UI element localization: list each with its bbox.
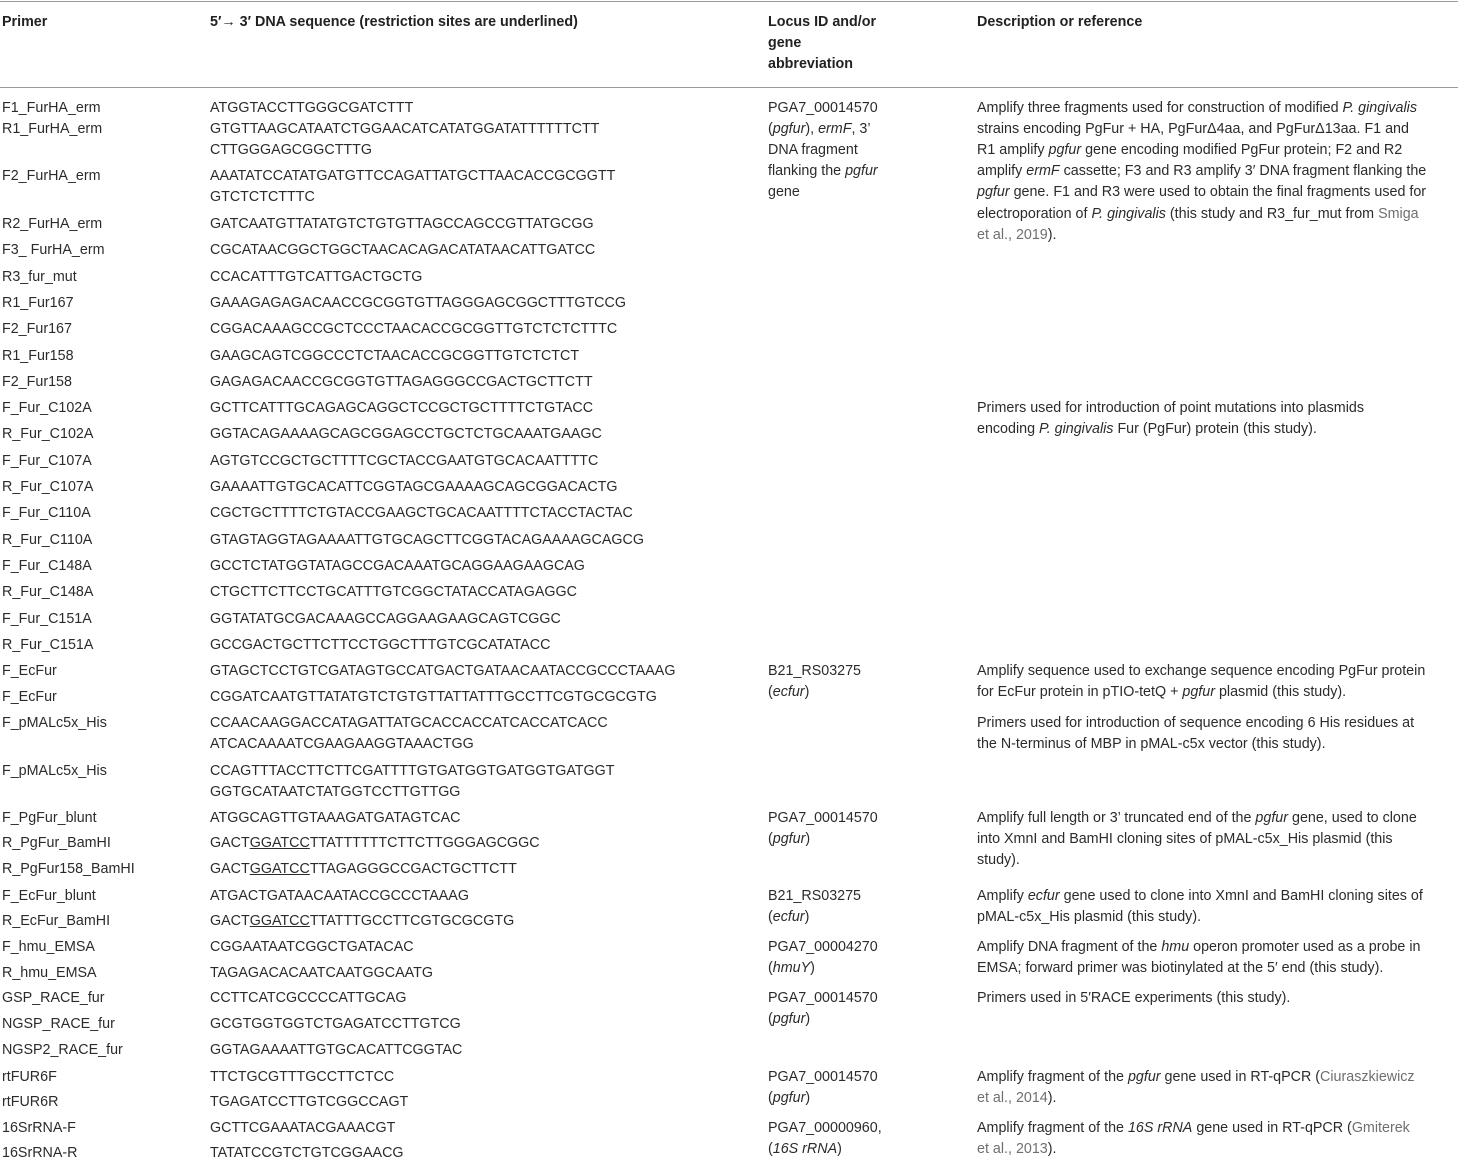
dna-sequence: TAGAGACACAATCAATGGCAATG xyxy=(210,965,433,981)
primer-name: R_PgFur158_BamHI xyxy=(2,861,135,877)
description-line xyxy=(977,204,1419,225)
description-line xyxy=(977,886,1423,907)
text: gene. F1 and R3 were used to obtain the final fragments used for xyxy=(1009,184,1427,200)
primer-name: GSP_RACE_fur xyxy=(2,990,105,1006)
species-name: P. gingivalis xyxy=(1091,206,1166,222)
table-top-rule xyxy=(0,1,1458,2)
description-line: Primers used in 5′RACE experiments (this study). xyxy=(977,990,1291,1006)
primer-name: F_pMALc5x_His xyxy=(2,763,107,779)
text: encoding xyxy=(977,421,1040,437)
text: for EcFur protein in pTIO-tetQ + xyxy=(977,684,1183,700)
text: Amplify three fragments used for construction of modified xyxy=(977,100,1343,116)
locus-note: DNA fragment xyxy=(768,142,858,158)
gene-name: pgfur xyxy=(772,1090,806,1106)
primer-name: R_PgFur_BamHI xyxy=(2,835,111,851)
text: R1 amplify xyxy=(977,142,1049,158)
locus-gene xyxy=(768,1009,810,1030)
locus-note xyxy=(768,161,878,182)
dna-sequence: GCTTCATTTGCAGAGCAGGCTCCGCTGCTTTTCTGTACC xyxy=(210,400,594,416)
gene-name: pgfur xyxy=(1127,1069,1161,1085)
text: ( xyxy=(768,909,773,925)
sequence-part: TTATTTGCCTTCGTGCGCGTG xyxy=(309,913,515,929)
dna-sequence-continued: GTCTCTCTTTC xyxy=(210,189,315,205)
text: plasmid (this study). xyxy=(1215,684,1347,700)
locus-id: PGA7_00014570 xyxy=(768,1069,878,1085)
gene-name: pgfur xyxy=(772,1011,806,1027)
description-line xyxy=(977,1067,1415,1088)
primer-name: F2_Fur158 xyxy=(2,374,72,390)
locus-gene xyxy=(768,1139,842,1160)
dna-sequence: ATGGTACCTTGGGCGATCTTT xyxy=(210,100,414,116)
gene-name: ermF xyxy=(818,121,852,137)
primer-name: F_pMALc5x_His xyxy=(2,715,107,731)
header-locus-line-2: gene xyxy=(768,35,802,51)
restriction-site: GGATCC xyxy=(249,913,310,929)
description-line: EMSA; forward primer was biotinylated at the 5′ end (this study). xyxy=(977,960,1384,976)
dna-sequence: ATGGCAGTTGTAAAGATGATAGTCAC xyxy=(210,810,461,826)
primer-name: R_Fur_C151A xyxy=(2,637,94,653)
locus-id: B21_RS03275 xyxy=(768,888,862,904)
reference-link[interactable]: et al., 2013 xyxy=(977,1141,1048,1157)
primer-name: F_EcFur xyxy=(2,689,57,705)
locus-gene xyxy=(768,682,809,703)
text: operon promoter used as a probe in xyxy=(1189,939,1421,955)
description-line xyxy=(977,1118,1410,1139)
restriction-site: GGATCC xyxy=(249,835,310,851)
locus-id: PGA7_00014570 xyxy=(768,100,878,116)
dna-sequence: CGGAATAATCGGCTGATACAC xyxy=(210,939,414,955)
primer-name: R_Fur_C102A xyxy=(2,426,94,442)
primer-name: R_Fur_C110A xyxy=(2,532,93,548)
text: ( xyxy=(768,1090,773,1106)
text: Amplify fragment of the xyxy=(977,1120,1128,1136)
gene-name: pgfur xyxy=(1182,684,1215,700)
dna-sequence: GAGAGACAACCGCGGTGTTAGAGGGCCGACTGCTTCTT xyxy=(210,374,593,390)
dna-sequence: GCCTCTATGGTATAGCCGACAAATGCAGGAAGAAGCAG xyxy=(210,558,585,574)
text: cassette; F3 and R3 amplify 3′ DNA fragment flanking the xyxy=(1059,163,1427,179)
primer-name: NGSP_RACE_fur xyxy=(2,1016,115,1032)
primer-name: F1_FurHA_erm xyxy=(2,100,101,116)
locus-id: B21_RS03275 xyxy=(768,663,862,679)
locus-gene xyxy=(768,958,815,979)
reference-link[interactable]: et al., 2014 xyxy=(977,1090,1048,1106)
dna-sequence: TATATCCGTCTGTCGGAACG xyxy=(210,1145,404,1161)
description-line: the N-terminus of MBP in pMAL-c5x vector (this study). xyxy=(977,736,1326,752)
locus-gene xyxy=(768,1088,810,1109)
reference-link[interactable]: Gmiterek xyxy=(1351,1120,1410,1136)
description-line: Primers used for introduction of sequence encoding 6 His residues at xyxy=(977,715,1415,731)
locus-note: gene xyxy=(768,184,800,200)
text: ) xyxy=(810,960,815,976)
description-line xyxy=(977,682,1346,703)
species-name: P. gingivalis xyxy=(1039,421,1114,437)
dna-sequence: ATGACTGATAACAATACCGCCCTAAAG xyxy=(210,888,469,904)
primer-name: R1_FurHA_erm xyxy=(2,121,103,137)
dna-sequence: CCAGTTTACCTTCTTCGATTTTGTGATGGTGATGGTGATGGT xyxy=(210,763,615,779)
text: amplify xyxy=(977,163,1027,179)
description-line xyxy=(977,937,1420,958)
dna-sequence: GCTTCGAAATACGAAACGT xyxy=(210,1120,396,1136)
sequence-part: GACT xyxy=(210,835,250,851)
dna-sequence xyxy=(210,859,517,880)
gene-name: hmuY xyxy=(772,960,811,976)
description-line: strains encoding PgFur + HA, PgFurΔ4aa, and PgFurΔ13aa. F1 and xyxy=(977,121,1409,137)
header-description: Description or reference xyxy=(977,14,1143,30)
text: ( xyxy=(768,960,773,976)
primer-name: NGSP2_RACE_fur xyxy=(2,1042,123,1058)
text: Amplify full length or 3’ truncated end of the xyxy=(977,810,1256,826)
primer-name: R2_FurHA_erm xyxy=(2,216,103,232)
text: ) xyxy=(804,684,810,700)
header-locus-line-3: abbreviation xyxy=(768,56,854,72)
restriction-site: GGATCC xyxy=(249,861,310,877)
dna-sequence xyxy=(210,833,540,854)
text: electroporation of xyxy=(977,206,1092,222)
sequence-part: GACT xyxy=(210,913,250,929)
text: ) xyxy=(837,1141,842,1157)
dna-sequence: CGGATCAATGTTATATGTCTGTGTTATTATTTGCCTTCGTGCGCGTG xyxy=(210,689,657,705)
text: ( xyxy=(768,1141,773,1157)
locus-gene xyxy=(768,829,810,850)
text: Amplify DNA fragment of the xyxy=(977,939,1162,955)
primer-name: rtFUR6F xyxy=(2,1069,57,1085)
gene-name: ecfur xyxy=(1027,888,1060,904)
gene-name: ecfur xyxy=(772,909,805,925)
text: ). xyxy=(1047,227,1057,243)
description-line xyxy=(977,1139,1056,1160)
text: ) xyxy=(805,831,811,847)
primer-name: F3_ FurHA_erm xyxy=(2,242,105,258)
header-primer: Primer xyxy=(2,14,48,30)
primer-name: F_Fur_C102A xyxy=(2,400,92,416)
dna-sequence xyxy=(210,911,514,932)
gene-name: pgfur xyxy=(977,184,1010,200)
description-line: pMAL-c5x_His plasmid (this study). xyxy=(977,909,1202,925)
species-name: P. gingivalis xyxy=(1342,100,1417,116)
gene-name: pgfur xyxy=(772,831,806,847)
text: gene used in RT-qPCR ( xyxy=(1192,1120,1352,1136)
gene-name: hmu xyxy=(1161,939,1190,955)
primer-name: F_EcFur xyxy=(2,663,57,679)
gene-name: pgfur xyxy=(845,163,878,179)
header-sequence: 5′→ 3′ DNA sequence (restriction sites are underlined) xyxy=(210,14,578,30)
description-line: Primers used for introduction of point mutations into plasmids xyxy=(977,400,1364,416)
text: gene used in RT-qPCR ( xyxy=(1160,1069,1321,1085)
primer-name: R_hmu_EMSA xyxy=(2,965,97,981)
locus-id: PGA7_00004270 xyxy=(768,939,878,955)
gene-name: ermF xyxy=(1026,163,1060,179)
description-line xyxy=(977,161,1426,182)
text: ( xyxy=(768,684,773,700)
reference-link[interactable]: et al., 2019 xyxy=(977,227,1048,243)
text: ). xyxy=(1047,1090,1057,1106)
dna-sequence: TTCTGCGTTTGCCTTCTCC xyxy=(210,1069,395,1085)
primer-name: R1_Fur167 xyxy=(2,295,74,311)
primer-name: R_Fur_C148A xyxy=(2,584,94,600)
dna-sequence: GAAGCAGTCGGCCCTCTAACACCGCGGTTGTCTCTCT xyxy=(210,348,580,364)
dna-sequence: CCAACAAGGACCATAGATTATGCACCACCATCACCATCACC xyxy=(210,715,608,731)
description-line xyxy=(977,182,1426,203)
description-line xyxy=(977,225,1056,246)
text: Fur (PgFur) protein (this study). xyxy=(1113,421,1317,437)
text: ( xyxy=(768,831,773,847)
primer-name: F_Fur_C110A xyxy=(2,505,91,521)
primer-name: 16SrRNA-R xyxy=(2,1145,78,1161)
text: ), xyxy=(805,121,819,137)
text: ) xyxy=(805,1011,811,1027)
header-locus-line-1: Locus ID and/or xyxy=(768,14,877,30)
primer-name: R1_Fur158 xyxy=(2,348,74,364)
dna-sequence-continued: GGTGCATAATCTATGGTCCTTGTTGG xyxy=(210,784,461,800)
description-line xyxy=(977,140,1402,161)
text: ) xyxy=(805,1090,811,1106)
description-line: study). xyxy=(977,852,1020,868)
text: gene encoding modified PgFur protein; F2 and R2 xyxy=(1081,142,1403,158)
primer-name: R_EcFur_BamHI xyxy=(2,913,111,929)
dna-sequence: GGTACAGAAAAGCAGCGGAGCCTGCTCTGCAAATGAAGC xyxy=(210,426,602,442)
primer-name: F_Fur_C151A xyxy=(2,611,92,627)
description-line: Amplify sequence used to exchange sequence encoding PgFur protein xyxy=(977,663,1426,679)
dna-sequence: CGCTGCTTTTCTGTACCGAAGCTGCACAATTTTCTACCTACTAC xyxy=(210,505,633,521)
gene-name: 16S rRNA xyxy=(772,1141,838,1157)
dna-sequence: CGGACAAAGCCGCTCCCTAACACCGCGGTTGTCTCTCTTTC xyxy=(210,321,618,337)
text: ( xyxy=(768,1011,773,1027)
dna-sequence: GAAAATTGTGCACATTCGGTAGCGAAAAGCAGCGGACACTG xyxy=(210,479,618,495)
dna-sequence: GGTATATGCGACAAAGCCAGGAAGAAGCAGTCGGC xyxy=(210,611,561,627)
description-line xyxy=(977,98,1417,119)
dna-sequence: AGTGTCCGCTGCTTTTCGCTACCGAATGTGCACAATTTTC xyxy=(210,453,599,469)
locus-id: PGA7_00000960, xyxy=(768,1120,882,1136)
sequence-part: TTATTTTTTCTTCTTGGGAGCGGC xyxy=(309,835,540,851)
dna-sequence: GTGTTAAGCATAATCTGGAACATCATATGGATATTTTTTCTT xyxy=(210,121,600,137)
dna-sequence: GCGTGGTGGTCTGAGATCCTTGTCG xyxy=(210,1016,461,1032)
header-rule xyxy=(0,87,1458,88)
description-line xyxy=(977,808,1417,829)
dna-sequence: GGTAGAAAATTGTGCACATTCGGTAC xyxy=(210,1042,463,1058)
dna-sequence: GTAGTAGGTAGAAAATTGTGCAGCTTCGGTACAGAAAAGCAGCG xyxy=(210,532,644,548)
dna-sequence: GCCGACTGCTTCTTCCTGGCTTTGTCGCATATACC xyxy=(210,637,551,653)
dna-sequence: GTAGCTCCTGTCGATAGTGCCATGACTGATAACAATACCGCCCTAAAG xyxy=(210,663,676,679)
primer-name: F_hmu_EMSA xyxy=(2,939,95,955)
gene-name: 16S rRNA xyxy=(1127,1120,1193,1136)
primer-name: F_Fur_C148A xyxy=(2,558,92,574)
dna-sequence: CGCATAACGGCTGGCTAACACAGACATATAACATTGATCC xyxy=(210,242,596,258)
description-line xyxy=(977,419,1317,440)
dna-sequence-continued: ATCACAAAATCGAAGAAGGTAAACTGG xyxy=(210,736,474,752)
gene-name: ecfur xyxy=(772,684,805,700)
gene-name: pgfur xyxy=(1048,142,1082,158)
dna-sequence: AAATATCCATATGATGTTCCAGATTATGCTTAACACCGCGGTT xyxy=(210,168,616,184)
primer-name: 16SrRNA-F xyxy=(2,1120,76,1136)
dna-sequence: CTGCTTCTTCCTGCATTTGTCGGCTATACCATAGAGGC xyxy=(210,584,577,600)
reference-link[interactable]: Ciuraszkiewicz xyxy=(1320,1069,1415,1085)
description-line: into XmnI and BamHI cloning sites of pMAL-c5x_His plasmid (this xyxy=(977,831,1393,847)
dna-sequence: CCACATTTGTCATTGACTGCTG xyxy=(210,269,423,285)
primer-name: F_Fur_C107A xyxy=(2,453,92,469)
reference-link[interactable]: Smiga xyxy=(1378,206,1419,222)
text: ). xyxy=(1047,1141,1057,1157)
dna-sequence: GATCAATGTTATATGTCTGTGTTAGCCAGCCGTTATGCGG xyxy=(210,216,594,232)
locus-id: PGA7_00014570 xyxy=(768,990,878,1006)
primer-name: R_Fur_C107A xyxy=(2,479,94,495)
locus-gene xyxy=(768,119,871,140)
primer-name: R3_fur_mut xyxy=(2,269,77,285)
text: ) xyxy=(804,909,810,925)
text: , 3’ xyxy=(851,121,871,137)
text: (this study and R3_fur_mut from xyxy=(1165,206,1379,222)
dna-sequence-continued: CTTGGGAGCGGCTTTG xyxy=(210,142,373,158)
primer-name: F2_FurHA_erm xyxy=(2,168,101,184)
sequence-part: TTAGAGGGCCGACTGCTTCTT xyxy=(309,861,517,877)
gene-name: pgfur xyxy=(772,121,806,137)
dna-sequence: TGAGATCCTTGTCGGCCAGT xyxy=(210,1094,409,1110)
primer-name: F_EcFur_blunt xyxy=(2,888,96,904)
dna-sequence: GAAAGAGAGACAACCGCGGTGTTAGGGAGCGGCTTTGTCCG xyxy=(210,295,626,311)
primer-name: rtFUR6R xyxy=(2,1094,59,1110)
text: Amplify fragment of the xyxy=(977,1069,1128,1085)
text: gene, used to clone xyxy=(1288,810,1417,826)
sequence-part: GACT xyxy=(210,861,250,877)
description-line xyxy=(977,1088,1056,1109)
locus-gene xyxy=(768,907,809,928)
primer-name: F_PgFur_blunt xyxy=(2,810,97,826)
dna-sequence: CCTTCATCGCCCCATTGCAG xyxy=(210,990,407,1006)
text: ( xyxy=(768,121,773,137)
gene-name: pgfur xyxy=(1255,810,1289,826)
primer-name: F2_Fur167 xyxy=(2,321,72,337)
text: flanking the xyxy=(768,163,846,179)
text: gene used to clone into XmnI and BamHI cloning sites of xyxy=(1059,888,1423,904)
text: Amplify xyxy=(977,888,1028,904)
locus-id: PGA7_00014570 xyxy=(768,810,878,826)
